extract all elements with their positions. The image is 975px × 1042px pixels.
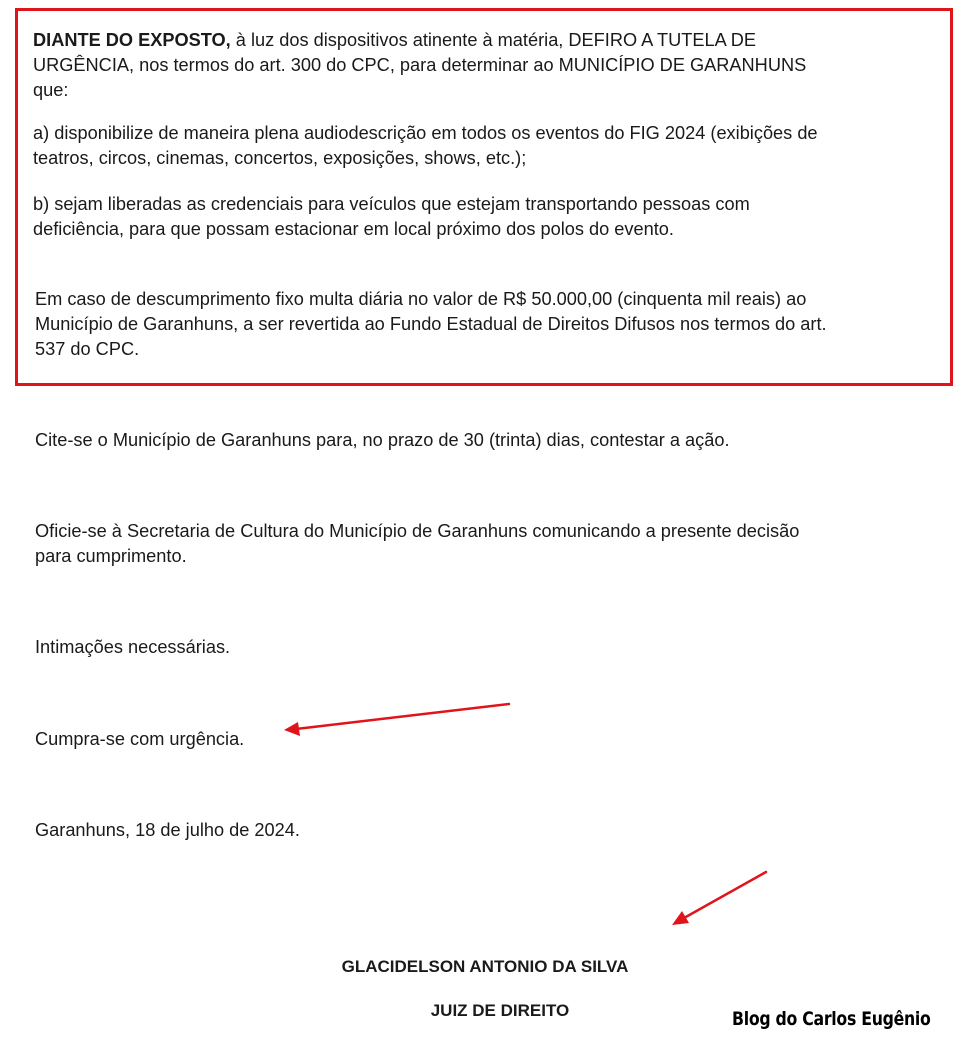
penalty-line-3: 537 do CPC. bbox=[35, 339, 140, 359]
oficie-line-1: Oficie-se à Secretaria de Cultura do Município de Garanhuns comunicando a presente decisão bbox=[35, 521, 800, 541]
decision-lead: DIANTE DO EXPOSTO, bbox=[33, 30, 231, 50]
arrow-cumpra bbox=[284, 704, 509, 736]
blog-watermark: Blog do Carlos Eugênio bbox=[732, 1008, 931, 1030]
arrow-signature bbox=[672, 872, 766, 925]
oficie-line-2: para cumprimento. bbox=[35, 546, 187, 566]
cite-paragraph: Cite-se o Município de Garanhuns para, no prazo de 30 (trinta) dias, contestar a ação. bbox=[35, 430, 730, 450]
cumpra-paragraph: Cumpra-se com urgência. bbox=[35, 729, 245, 749]
item-a-line-1: a) disponibilize de maneira plena audiodescrição em todos os eventos do FIG 2024 (exibições de bbox=[33, 123, 818, 143]
item-a-line-2: teatros, circos, cinemas, concertos, exposições, shows, etc.); bbox=[33, 148, 527, 168]
item-b-line-2: deficiência, para que possam estacionar em local próximo dos polos do evento. bbox=[33, 219, 674, 239]
penalty-line-1: Em caso de descumprimento fixo multa diária no valor de R$ 50.000,00 (cinquenta mil reais) ao bbox=[35, 289, 807, 309]
decision-line-3: que: bbox=[33, 80, 69, 100]
signature-name: GLACIDELSON ANTONIO DA SILVA bbox=[341, 957, 629, 976]
intimacoes-paragraph: Intimações necessárias. bbox=[35, 637, 231, 657]
decision-line-2: URGÊNCIA, nos termos do art. 300 do CPC, para determinar ao MUNICÍPIO DE GARANHUNS bbox=[33, 55, 807, 75]
signature-title: JUIZ DE DIREITO bbox=[430, 1001, 570, 1020]
item-b-line-1: b) sejam liberadas as credenciais para veículos que estejam transportando pessoas com bbox=[33, 194, 750, 214]
penalty-line-2: Município de Garanhuns, a ser revertida ao Fundo Estadual de Direitos Difusos nos termos do art. bbox=[35, 314, 827, 334]
decision-line-1: DIANTE DO EXPOSTO, à luz dos dispositivos atinente à matéria, DEFIRO A TUTELA DE bbox=[33, 30, 757, 50]
date-paragraph: Garanhuns, 18 de julho de 2024. bbox=[35, 820, 300, 840]
